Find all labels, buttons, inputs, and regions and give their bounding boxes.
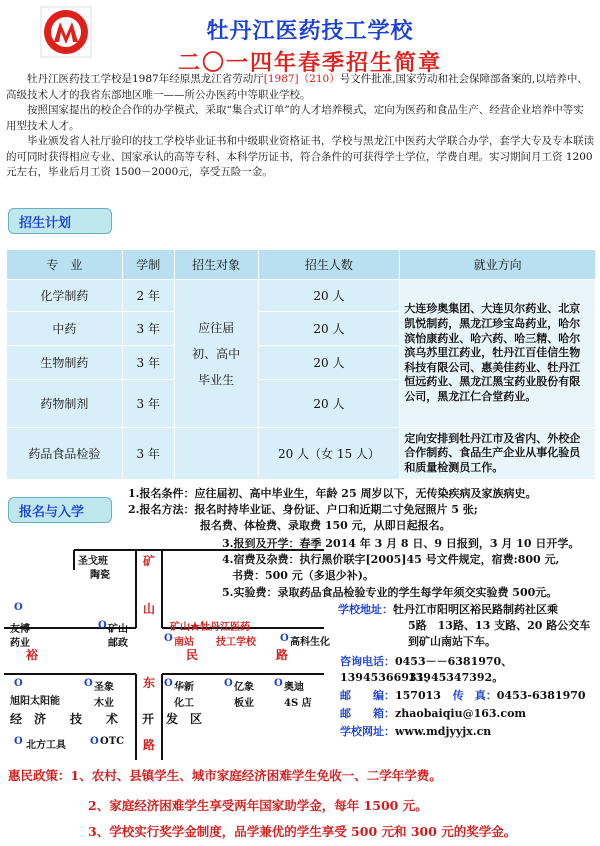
map-label: 亿象 — [234, 682, 254, 693]
major-cell: 生物制药 — [7, 346, 123, 380]
map-label: 陶瓷 — [90, 570, 110, 581]
count-cell: 20 人 — [258, 380, 400, 428]
map-marker-icon: O — [14, 736, 23, 747]
map-label: 友博 — [10, 624, 30, 635]
map-label: OTC — [100, 736, 125, 747]
map-label: 奥迪 — [284, 682, 304, 693]
policy-2: 2、家庭经济困难学生享受两年国家助学金，每年 1500 元。 — [88, 798, 428, 813]
years-cell: 3 年 — [122, 380, 174, 428]
map-marker-icon: O — [98, 620, 107, 631]
map-marker-icon: O — [164, 678, 173, 689]
map-label: 4S 店 — [284, 698, 312, 709]
phone-l2: 13945347392。 — [408, 671, 504, 684]
map-marker-icon: O — [224, 678, 233, 689]
enroll-item-3: 3.报到及开学：春季 2014 年 3 月 8 日、9 日报到，3 月 10 日开学。 — [222, 537, 580, 550]
map-marker-icon: O — [274, 678, 283, 689]
map-label: 华新 — [174, 682, 194, 693]
map-label: 圣戈班 — [78, 556, 108, 567]
website[interactable]: 学校网址：www.mdjyyjx.cn — [340, 725, 492, 738]
map-marker-icon: O — [84, 678, 93, 689]
count-cell: 20 人 — [258, 312, 400, 346]
map-label: 板业 — [234, 698, 254, 709]
map-label: 技工学校 — [216, 637, 256, 648]
header-target: 招生对象 — [174, 250, 258, 280]
major-cell: 药品食品检验 — [7, 428, 123, 480]
major-cell: 中药 — [7, 312, 123, 346]
plan-table — [6, 249, 596, 480]
map-label: 圣象 — [94, 682, 114, 693]
policy-3: 3、学校实行奖学金制度，品学兼优的学生享受 500 元和 300 元的奖学金。 — [88, 824, 517, 839]
plan-header-row — [7, 250, 596, 280]
map-marker-icon: O — [164, 633, 173, 644]
intro-p3: 毕业颁发省人社厅验印的技工学校毕业证书和中级职业资格证书，学校与黑龙江中医药大学联合办学，套学大专及专本联读的可同时获得相应专业、国家承认的高等专科、本科学历证书，符合条件的可获得学士学位，学费自理。实习期间月工资 1200元左右，毕业后月工资 1500－2000元，享受五险一金。 — [6, 135, 594, 178]
map-marker-icon: O — [280, 633, 289, 644]
school-name: 牡丹江医药技工学校 — [206, 18, 414, 44]
header-major: 专 业 — [7, 250, 123, 280]
header-jobs: 就业方向 — [400, 250, 596, 280]
jobs-cell: 大连珍奥集团、大连贝尔药业、北京凯悦制药，黑龙江珍宝岛药业，哈尔滨怡康药业、哈六药、哈三精、哈尔滨乌苏里江药业，牡丹江百佳信生物科技有限公司、惠美佳药业、牡丹江恒远药业、黑龙江黑宝药业股份有限公司，黑龙江仁合堂药业。 — [400, 280, 596, 428]
jobs-cell: 定向安排到牡丹江市及省内、外校企合作制药、食品生产企业从事化验员和质量检测员工作。 — [400, 428, 596, 480]
map-area-label: 经 济 技 术 开 发 区 — [10, 712, 203, 726]
address-l3: 到矿山南站下车。 — [408, 635, 496, 648]
enroll-item-4b: 书费：500 元（多退少补)。 — [232, 569, 374, 582]
enroll-item-1: 1.报名条件：应往届初、高中毕业生，年龄 25 周岁以下，无传染疾病及家族病史。 — [128, 487, 537, 500]
table-row — [7, 428, 596, 480]
intro-p1: 牡丹江医药技工学校是1987年经原黑龙江省劳动厅[1987]（210）号文件批准,国家劳动和社会保障部备案的,以培养中、高级技术人才的我省东部地区唯一——所公办医药中等职业学校。 — [6, 73, 588, 101]
location-map — [4, 540, 330, 760]
map-road-label: 民 — [186, 648, 199, 662]
map-label: 旭阳太阳能 — [10, 696, 60, 707]
target-cell-empty — [174, 428, 258, 480]
policy-1: 惠民政策：1、农村、县镇学生、城市家庭经济困难学生免收一、二学年学费。 — [8, 768, 442, 783]
phone: 咨询电话：0453－－6381970、13945366931、 — [340, 655, 513, 684]
major-cell: 药物制剂 — [7, 380, 123, 428]
map-label: 南站 — [174, 637, 194, 648]
address: 学校地址：牡丹江市阳明区裕民路制药社区乘 — [338, 603, 558, 616]
map-marker-icon: O — [14, 678, 23, 689]
count-cell: 20 人 — [258, 280, 400, 312]
map-label: 邮政 — [108, 638, 128, 649]
map-label: 高科生化 — [290, 637, 330, 648]
map-label: 矿山 — [108, 624, 128, 635]
map-label: 北方工具 — [26, 740, 66, 751]
school-location-marker: 矿山★牡丹江医药 — [170, 622, 250, 633]
school-logo — [40, 6, 92, 58]
headline: 二〇一四年春季招生简章 — [177, 50, 442, 76]
target-cell: 应往届 初、高中 毕业生 — [174, 280, 258, 428]
email[interactable]: 邮 箱：zhaobaiqiu@163.com — [340, 707, 527, 720]
intro — [6, 72, 594, 181]
enroll-section-title: 报名与入学 — [8, 497, 112, 523]
map-label: 药业 — [10, 638, 30, 649]
postcode-fax: 邮 编：157013 传 真：0453-6381970 — [340, 689, 586, 702]
table-row — [7, 280, 596, 312]
intro-p2: 按照国家提出的校企合作的办学模式，采取“集合式订单”的人才培养模式，定向为医药和食品生产、经营企业培养中等实用型技术人才。 — [6, 104, 584, 132]
header-count: 招生人数 — [258, 250, 400, 280]
map-road-label: 山 — [143, 602, 156, 616]
map-marker-icon: O — [90, 736, 99, 747]
map-road-label: 路 — [276, 648, 289, 662]
enroll-item-2b: 报名费、体检费、录取费 150 元，从即日起报名。 — [200, 519, 451, 532]
map-road-label: 路 — [143, 738, 156, 752]
map-label: 化工 — [174, 698, 194, 709]
map-label: 木业 — [94, 698, 114, 709]
years-cell: 3 年 — [122, 346, 174, 380]
address-l2: 5路 13路、13 支路、20 路公交车 — [408, 619, 591, 632]
enroll-item-2a: 2.报名方法：报名时持毕业证、身份证、户口和近期二寸免冠照片 5 张; — [128, 503, 478, 516]
count-cell: 20 人 — [258, 346, 400, 380]
header-years: 学制 — [122, 250, 174, 280]
years-cell: 3 年 — [122, 428, 174, 480]
years-cell: 3 年 — [122, 312, 174, 346]
plan-section-title: 招生计划 — [8, 208, 112, 234]
map-marker-icon: O — [14, 602, 23, 613]
map-road-label: 东 — [143, 676, 156, 690]
map-road-label: 裕 — [26, 648, 39, 662]
enroll-item-4a: 4.宿费及杂费：执行黑价联字[2005]45 号文件规定，宿费:800 元, — [222, 553, 560, 566]
count-cell: 20 人（女 15 人） — [258, 428, 400, 480]
years-cell: 2 年 — [122, 280, 174, 312]
major-cell: 化学制药 — [7, 280, 123, 312]
enroll-item-5: 5.实验费：录取药品食品检验专业的学生每学年须交实验费 500元。 — [222, 586, 558, 599]
map-road-label: 矿 — [143, 554, 156, 568]
